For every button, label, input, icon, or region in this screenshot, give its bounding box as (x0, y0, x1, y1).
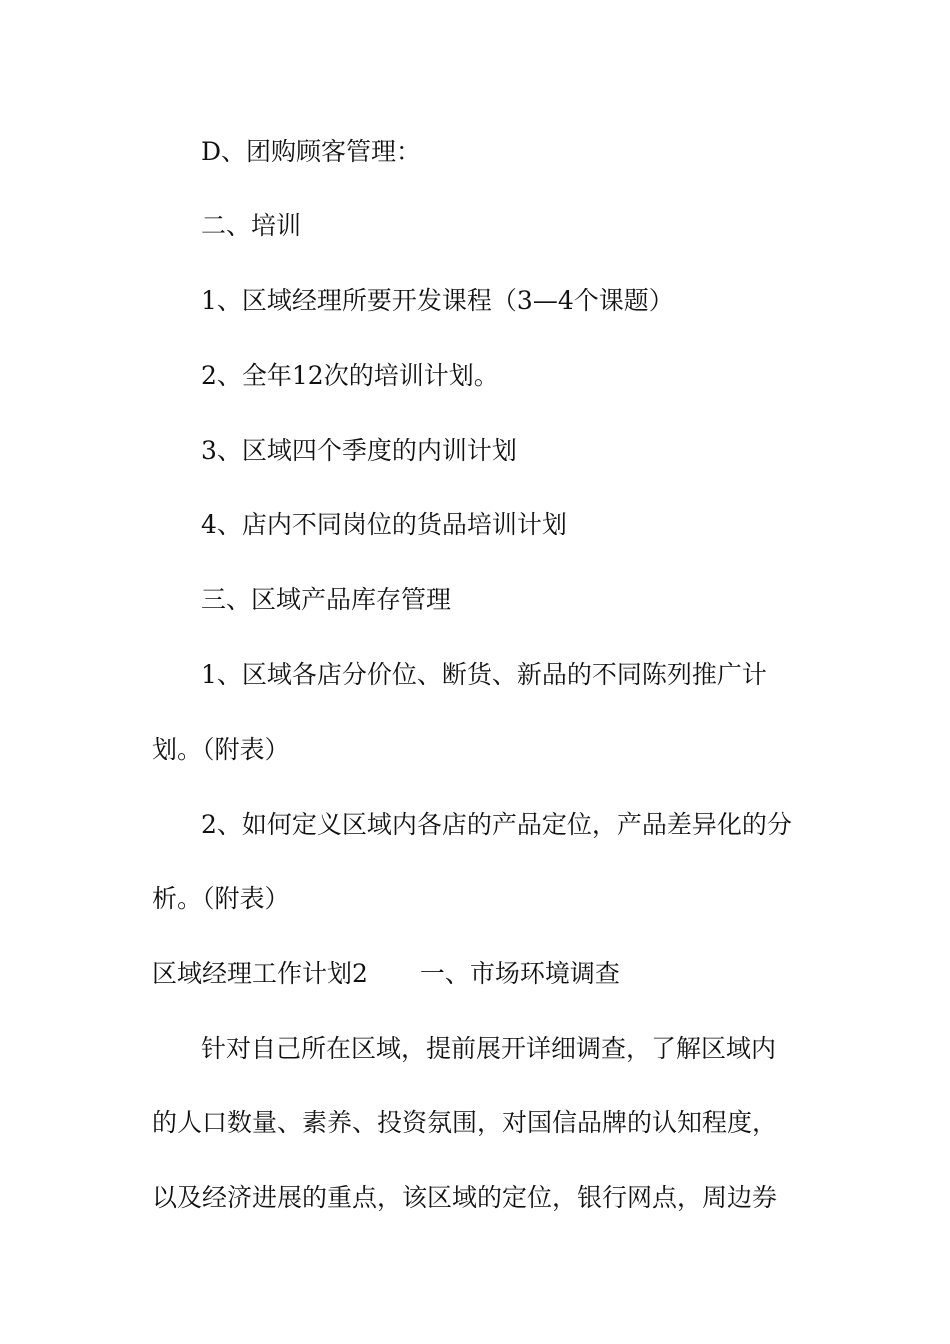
document-section-title: 区域经理工作计划2 (152, 959, 368, 988)
list-item: 2、全年12次的培训计划。 (201, 361, 499, 390)
paragraph-line: D、团购顾客管理： (201, 137, 422, 166)
list-item: 3、区域四个季度的内训计划 (201, 436, 517, 465)
document-section-title-row (152, 958, 812, 990)
paragraph-line: 划。（附表） (152, 735, 290, 764)
section-heading: 二、培训 (201, 211, 302, 240)
document-section-subtitle: 一、市场环境调查 (419, 959, 620, 988)
paragraph-line: 的人口数量、素养、投资氛围，对国信品牌的认知程度， (152, 1108, 778, 1137)
paragraph-line: 针对自己所在区域，提前展开详细调查，了解区域内 (201, 1034, 777, 1063)
paragraph-line: 以及经济进展的重点，该区域的定位，银行网点，周边券 (152, 1183, 778, 1212)
list-item: 4、店内不同岗位的货品培训计划 (201, 510, 567, 539)
list-item: 1、区域各店分价位、断货、新品的不同陈列推广计 (201, 660, 767, 689)
list-item: 2、如何定义区域内各店的产品定位，产品差异化的分 (201, 810, 792, 839)
section-heading: 三、区域产品库存管理 (201, 585, 452, 614)
paragraph-line: 析。（附表） (152, 884, 290, 913)
list-item: 1、区域经理所要开发课程（3—4个课题） (201, 286, 674, 315)
